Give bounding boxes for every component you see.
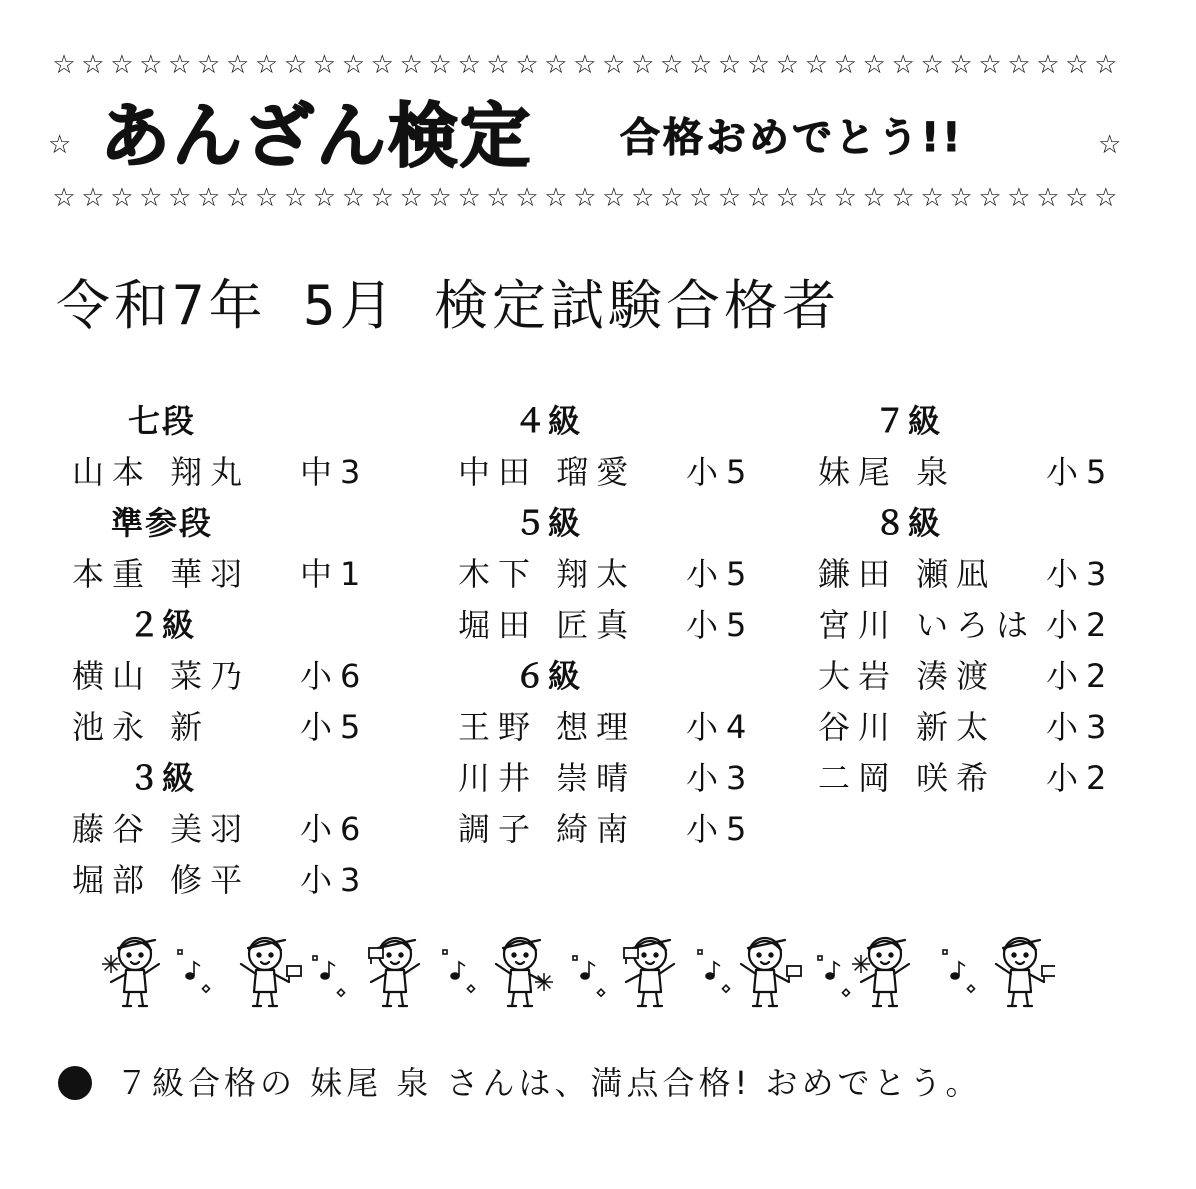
cheering-kids-icon [95,928,1055,1010]
student-name: 藤谷 美羽 [72,810,251,848]
star-icon: ☆ [81,50,105,80]
list-item [458,549,758,600]
school-year: 小5 [686,606,755,644]
student-name: 池永 新 [72,708,211,746]
star-icon: ☆ [949,183,973,213]
star-border-bottom [50,181,1120,215]
star-icon: ☆ [573,50,597,80]
star-icon: ☆ [631,50,655,80]
star-icon: ☆ [428,50,452,80]
star-icon: ☆ [891,50,915,80]
list-item [72,651,372,702]
star-icon: ☆ [486,183,510,213]
star-icon: ☆ [1036,183,1060,213]
list-item [458,702,758,753]
star-icon: ☆ [515,183,539,213]
results-column-1 [72,396,372,906]
student-name: 大岩 湊渡 [818,657,997,695]
student-name: 木下 翔太 [458,555,637,593]
star-icon: ☆ [283,50,308,80]
star-icon: ☆ [573,183,597,213]
star-icon: ☆ [920,183,944,213]
school-year: 小5 [686,810,755,848]
student-name: 鎌田 瀬凪 [818,555,997,593]
results-column-2 [458,396,758,855]
star-icon: ☆ [197,183,221,213]
star-icon: ☆ [862,50,886,80]
congratulation-note [58,1058,982,1108]
star-icon: ☆ [312,183,337,213]
star-icon: ☆ [746,183,771,213]
star-icon: ☆ [168,50,192,80]
star-icon: ☆ [920,50,944,80]
star-icon: ☆ [399,183,423,213]
star-icon: ☆ [110,50,134,80]
school-year: 中3 [300,453,369,491]
list-item [818,753,1118,804]
star-icon: ☆ [775,183,800,213]
star-icon: ☆ [1098,130,1122,160]
star-icon: ☆ [52,183,76,213]
list-item [72,447,372,498]
star-icon: ☆ [515,50,539,80]
page-heading: 令和7年 5月 検定試験合格者 [56,274,841,337]
school-year: 小5 [686,555,755,593]
star-icon: ☆ [197,50,221,80]
banner-subtitle: 合格おめでとう!! [620,115,964,161]
grade-heading: ４級 [513,402,582,440]
bullet-icon [58,1066,92,1100]
star-icon: ☆ [1094,183,1118,213]
star-icon: ☆ [746,50,771,80]
star-icon: ☆ [688,50,713,80]
star-icon: ☆ [804,183,829,213]
star-icon: ☆ [833,50,857,80]
star-icon: ☆ [862,183,886,213]
student-name: 中田 瑠愛 [458,453,637,491]
list-item [458,600,758,651]
star-icon: ☆ [370,183,394,213]
note-text: ７級合格の 妹尾 泉 さんは、満点合格! おめでとう。 [116,1064,982,1102]
star-icon: ☆ [370,50,394,80]
student-name: 横山 菜乃 [72,657,251,695]
star-icon: ☆ [833,183,857,213]
student-name: 二岡 咲希 [818,759,997,797]
school-year: 中1 [300,555,369,593]
student-name: 堀部 修平 [72,861,251,899]
star-icon: ☆ [660,50,684,80]
grade-heading: ２級 [127,606,196,644]
star-icon: ☆ [602,183,626,213]
star-icon: ☆ [428,183,452,213]
school-year: 小4 [686,708,755,746]
school-year: 小5 [300,708,369,746]
star-icon: ☆ [978,183,1002,213]
list-item [458,753,758,804]
star-icon: ☆ [225,183,250,213]
star-icon: ☆ [139,50,163,80]
star-icon: ☆ [544,50,568,80]
star-icon: ☆ [1007,183,1031,213]
star-icon: ☆ [81,183,105,213]
school-year: 小3 [300,861,369,899]
star-icon: ☆ [688,183,713,213]
school-year: 小6 [300,657,369,695]
grade-heading: ５級 [513,504,582,542]
star-icon: ☆ [717,183,742,213]
star-icon: ☆ [486,50,510,80]
student-name: 川井 崇晴 [458,759,637,797]
student-name: 堀田 匠真 [458,606,637,644]
list-item [458,804,758,855]
student-name: 調子 綺南 [458,810,637,848]
grade-heading: ３級 [127,759,196,797]
school-year: 小2 [1046,606,1115,644]
star-icon: ☆ [341,50,366,80]
list-item [818,549,1118,600]
star-icon: ☆ [110,183,134,213]
star-icon: ☆ [891,183,915,213]
star-icon: ☆ [544,183,568,213]
list-item [818,447,1118,498]
star-icon: ☆ [225,50,250,80]
star-icon: ☆ [254,50,279,80]
list-item [72,804,372,855]
school-year: 小6 [300,810,369,848]
list-item [458,447,758,498]
star-icon: ☆ [1007,50,1031,80]
star-icon: ☆ [168,183,192,213]
banner-title: あんざん検定 [100,95,532,177]
star-icon: ☆ [52,50,76,80]
grade-heading: 七段 [127,402,196,440]
student-name: 宮川 いろは [818,606,1037,644]
student-name: 妹尾 泉 [818,453,957,491]
school-year: 小2 [1046,657,1115,695]
star-icon: ☆ [949,50,973,80]
student-name: 本重 華羽 [72,555,251,593]
grade-heading: ６級 [513,657,582,695]
grade-heading: ８級 [873,504,942,542]
list-item [818,702,1118,753]
star-icon: ☆ [1094,50,1118,80]
school-year: 小2 [1046,759,1115,797]
star-icon: ☆ [1065,50,1089,80]
school-year: 小3 [1046,708,1115,746]
star-icon: ☆ [312,50,337,80]
school-year: 小5 [1046,453,1115,491]
list-item [72,549,372,600]
grade-heading: ７級 [873,402,942,440]
school-year: 小3 [686,759,755,797]
student-name: 谷川 新太 [818,708,997,746]
star-border-top [50,48,1120,82]
star-icon: ☆ [1065,183,1089,213]
star-icon: ☆ [283,183,308,213]
star-icon: ☆ [399,50,423,80]
student-name: 王野 想理 [458,708,637,746]
list-item [818,600,1118,651]
grade-heading: 準参段 [110,504,213,542]
star-icon: ☆ [631,183,655,213]
school-year: 小3 [1046,555,1115,593]
star-icon: ☆ [775,50,800,80]
star-icon: ☆ [457,183,481,213]
star-icon: ☆ [341,183,366,213]
star-icon: ☆ [457,50,481,80]
star-icon: ☆ [48,130,72,160]
results-column-3 [818,396,1118,804]
star-icon: ☆ [602,50,626,80]
list-item [818,651,1118,702]
student-name: 山本 翔丸 [72,453,251,491]
star-icon: ☆ [978,50,1002,80]
list-item [72,855,372,906]
school-year: 小5 [686,453,755,491]
star-icon: ☆ [1036,50,1060,80]
star-icon: ☆ [254,183,279,213]
star-icon: ☆ [804,50,829,80]
star-icon: ☆ [660,183,684,213]
list-item [72,702,372,753]
star-icon: ☆ [717,50,742,80]
star-icon: ☆ [139,183,163,213]
